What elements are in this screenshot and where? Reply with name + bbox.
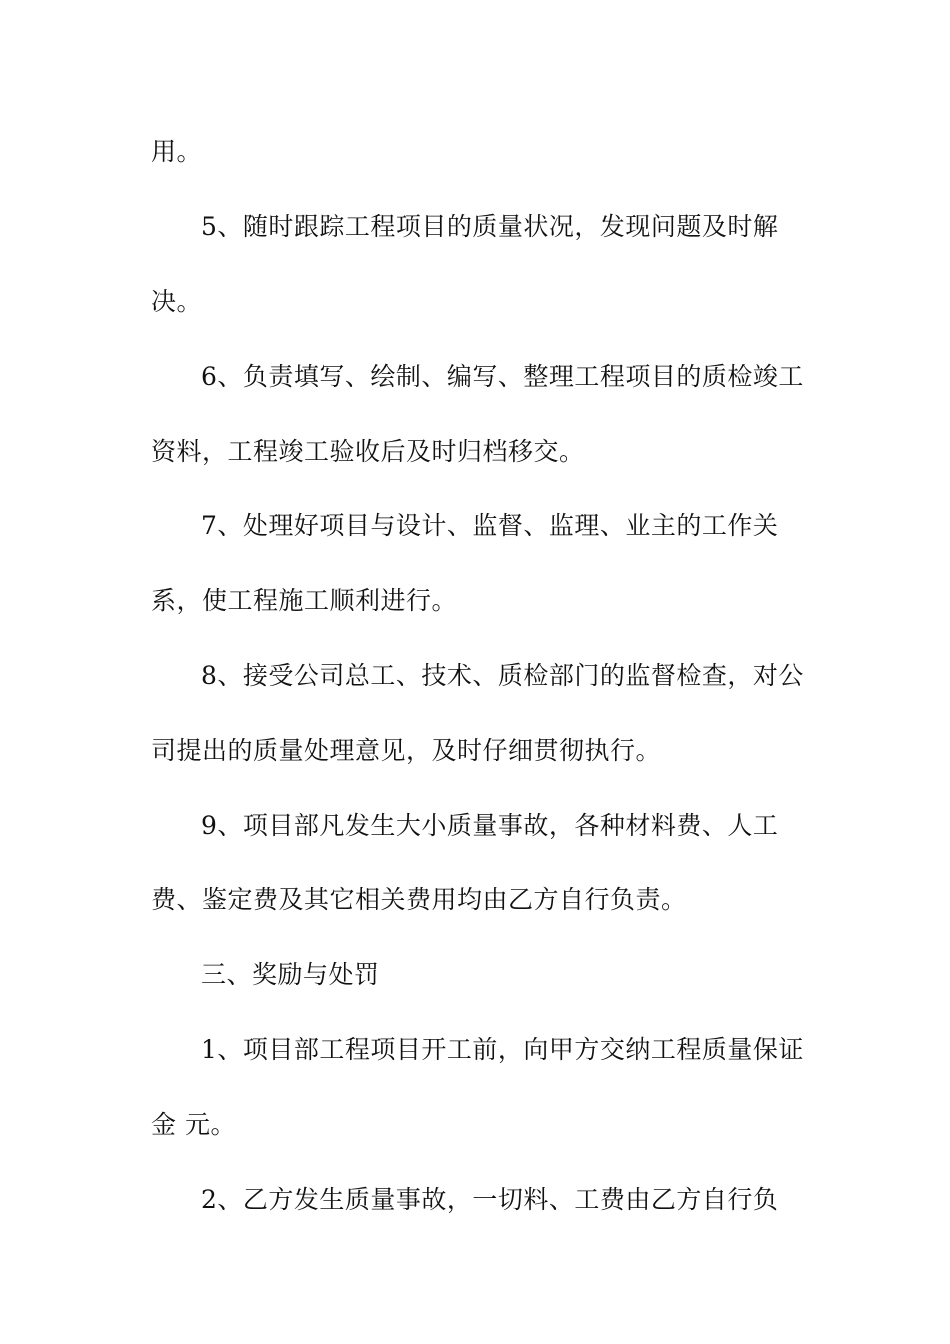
text-line-11: 费、鉴定费及其它相关费用均由乙方自行负责。: [151, 885, 687, 914]
text-line-15: 2、乙方发生质量事故，一切料、工费由乙方自行负: [201, 1185, 779, 1214]
text-line-10: 9、项目部凡发生大小质量事故，各种材料费、人工: [201, 811, 779, 840]
text-line-5: 资料，工程竣工验收后及时归档移交。: [151, 437, 585, 466]
text-line-7: 系，使工程施工顺利进行。: [151, 586, 458, 615]
text-line-4: 6、负责填写、绘制、编写、整理工程项目的质检竣工: [201, 362, 804, 391]
text-line-2: 5、随时跟踪工程项目的质量状况，发现问题及时解: [201, 212, 779, 241]
section-heading: 三、奖励与处罚: [201, 960, 380, 989]
text-line-14: 金 元。: [151, 1110, 236, 1139]
text-line-3: 决。: [151, 287, 203, 316]
text-line-9: 司提出的质量处理意见，及时仔细贯彻执行。: [151, 736, 662, 765]
text-line-13: 1、项目部工程项目开工前，向甲方交纳工程质量保证: [201, 1035, 804, 1064]
text-line-1: 用。: [151, 137, 203, 166]
text-line-6: 7、处理好项目与设计、监督、监理、业主的工作关: [201, 511, 779, 540]
text-line-8: 8、接受公司总工、技术、质检部门的监督检查，对公: [201, 661, 804, 690]
